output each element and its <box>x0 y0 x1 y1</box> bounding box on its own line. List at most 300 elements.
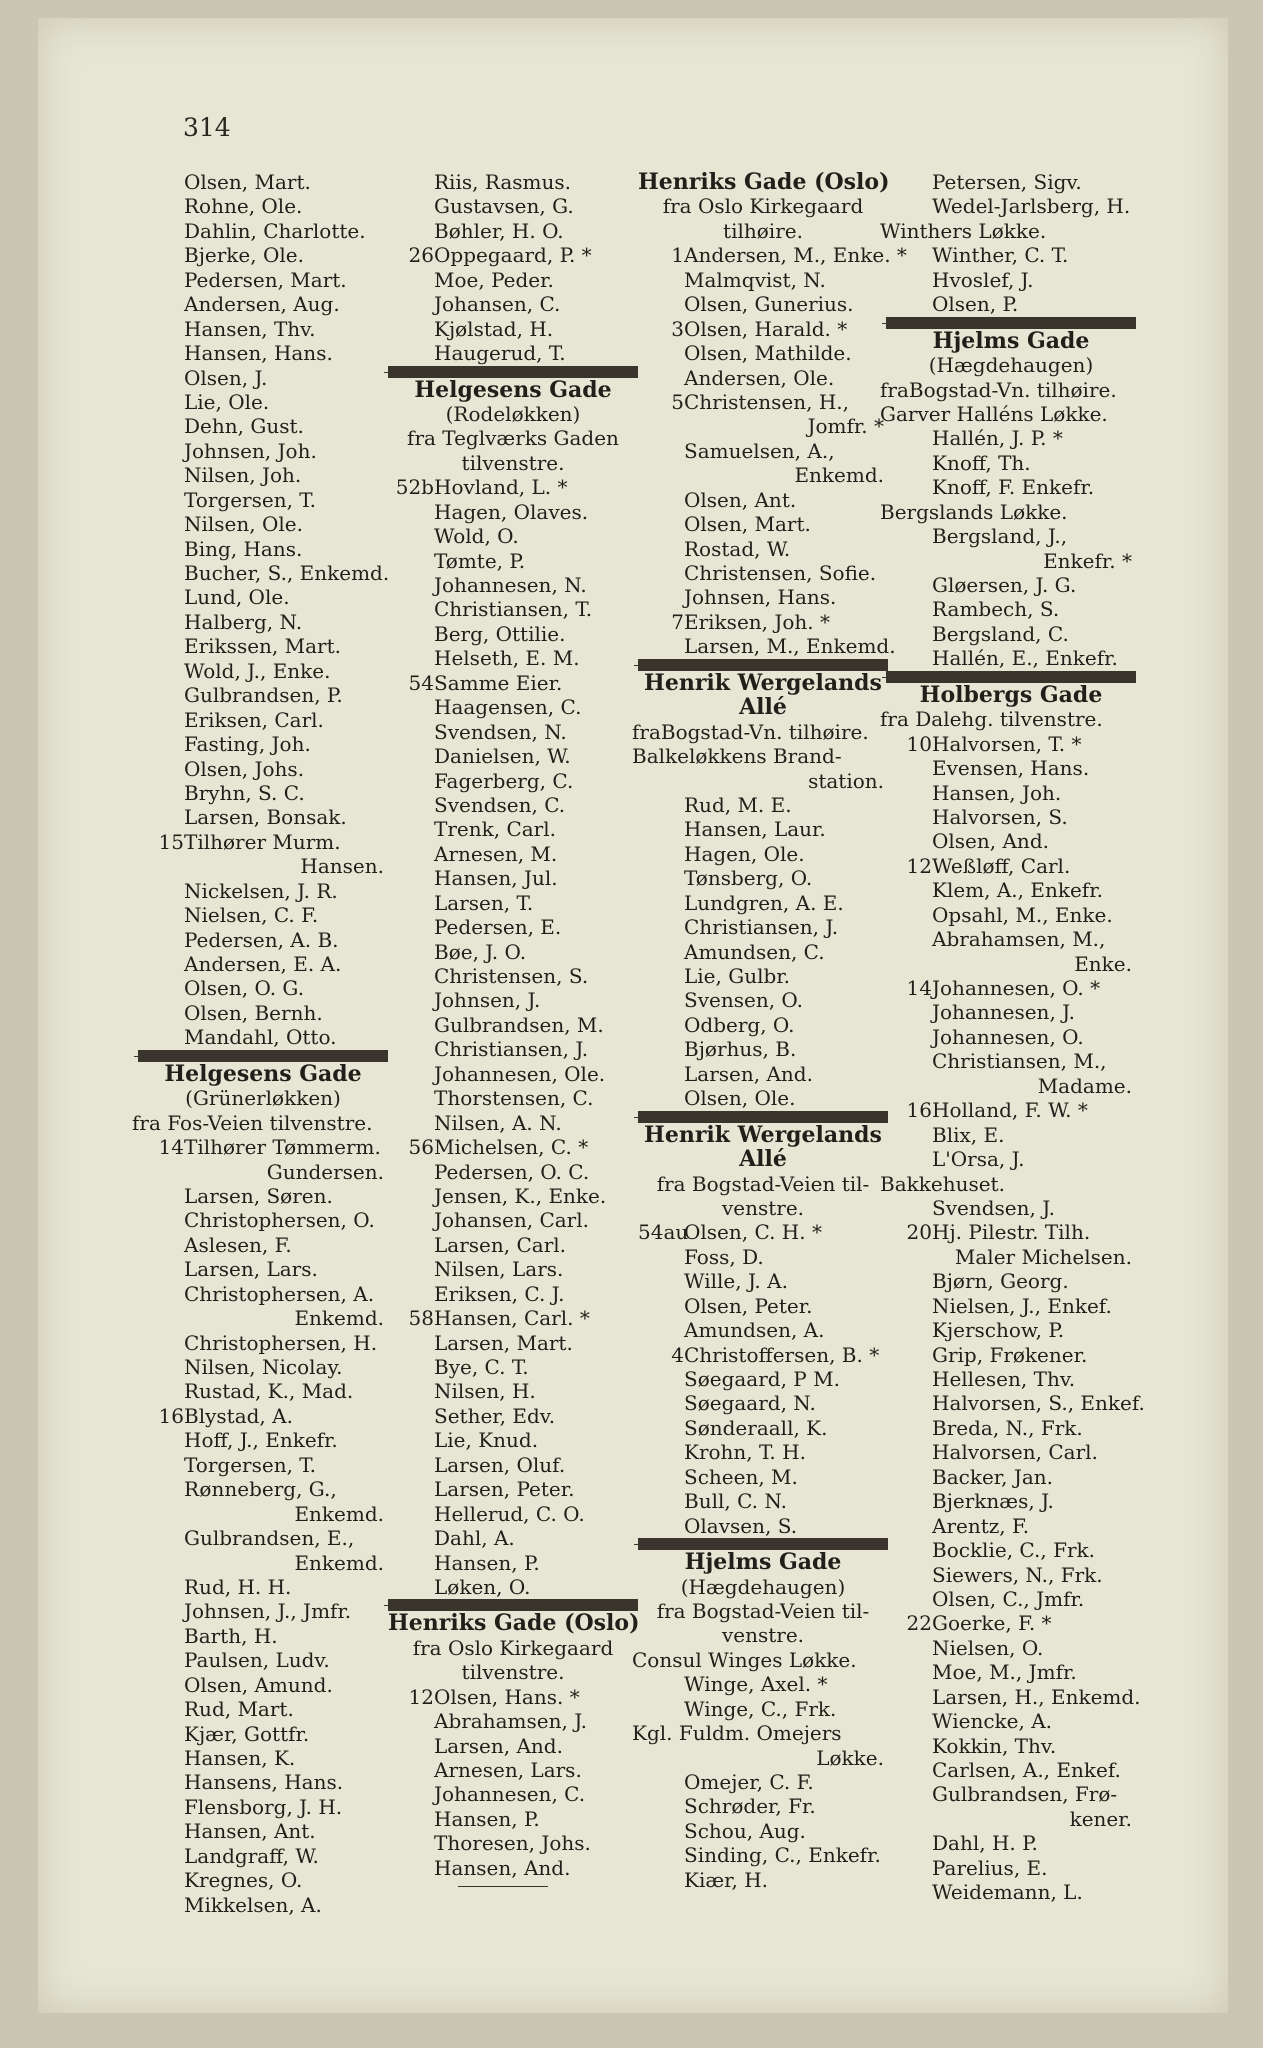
entry-text: fra Bogstad-Veien til- <box>656 1598 870 1623</box>
directory-entry <box>886 854 1136 878</box>
directory-entry <box>886 1538 1136 1562</box>
entry-text: Eriksen, Joh. * <box>684 609 831 634</box>
house-number: 16 <box>906 1098 932 1123</box>
entry-text: Aslesen, F. <box>184 1232 292 1257</box>
entry-text: Olavsen, S. <box>684 1513 798 1538</box>
directory-entry <box>886 268 1136 292</box>
directory-entry <box>388 341 638 365</box>
directory-entry <box>388 292 638 316</box>
entry-text: Bucher, S., Enkemd. <box>184 561 390 585</box>
directory-entry <box>138 928 388 952</box>
directory-entry <box>638 1514 888 1538</box>
directory-entry <box>388 1111 638 1135</box>
entry-text: Larsen, Lars. <box>184 1257 318 1282</box>
entry-text: Carlsen, A., Enkef. <box>932 1758 1121 1782</box>
directory-entry <box>388 1831 638 1855</box>
divider-line <box>882 677 1118 678</box>
entry-text: Christiansen, M., <box>932 1049 1107 1074</box>
directory-entry <box>388 524 638 548</box>
entry-text: kener. <box>1069 1806 1132 1831</box>
entry-text: Michelsen, C. * <box>434 1135 589 1160</box>
entry-text: venstre. <box>721 1623 805 1648</box>
entry-text: Halvorsen, S., Enkef. <box>932 1391 1145 1416</box>
entry-text: Olsen, O. G. <box>184 976 305 1001</box>
entry-text: Schou, Aug. <box>684 1818 806 1843</box>
entry-text: Olsen, C., Jmfr. <box>932 1586 1085 1611</box>
divider-line <box>634 665 870 666</box>
entry-text: Consul Winges Løkke. <box>632 1647 857 1672</box>
entry-text: Kokkin, Thv. <box>932 1733 1057 1758</box>
entry-text: Hovland, L. * <box>434 475 568 500</box>
entry-text: Kregnes, O. <box>184 1868 303 1893</box>
entry-text: Winther, C. T. <box>932 243 1069 268</box>
directory-entry <box>886 1611 1136 1635</box>
directory-entry <box>886 1440 1136 1464</box>
directory-entry <box>886 1025 1136 1049</box>
entry-text: Bakkehuset. <box>880 1171 1005 1196</box>
directory-entry <box>388 451 638 475</box>
directory-entry <box>886 1098 1136 1122</box>
entry-text: Kjær, Gottfr. <box>184 1721 310 1746</box>
entry-text: Wiencke, A. <box>932 1709 1052 1734</box>
directory-entry <box>388 1758 638 1782</box>
directory-entry <box>638 1489 888 1513</box>
entry-text: Rustad, K., Mad. <box>184 1379 354 1404</box>
directory-entry <box>638 988 888 1012</box>
directory-entry <box>886 1269 1136 1293</box>
entry-text: Arnesen, Lars. <box>434 1758 582 1782</box>
directory-entry <box>138 1306 388 1330</box>
section-rule <box>388 1880 638 1892</box>
directory-entry <box>388 1428 638 1452</box>
divider-line <box>134 1056 370 1057</box>
entry-text: Enkefr. * <box>1043 548 1132 573</box>
house-number: 56 <box>408 1135 434 1160</box>
directory-entry <box>138 1331 388 1355</box>
directory-entry <box>638 1672 888 1696</box>
entry-text: Christoffersen, B. * <box>684 1342 880 1367</box>
entry-text: Samme Eier. <box>434 670 563 695</box>
directory-entry <box>138 1135 388 1159</box>
directory-entry <box>886 451 1136 475</box>
directory-entry <box>388 597 638 621</box>
directory-entry <box>138 1819 388 1843</box>
directory-entry <box>880 218 1136 243</box>
directory-entry <box>638 1037 888 1061</box>
entry-text: Hansen, Ant. <box>184 1819 316 1844</box>
house-number: 12 <box>906 853 932 878</box>
entry-text: Hansen, Joh. <box>932 780 1062 805</box>
entry-text: tilvenstre. <box>461 1660 565 1685</box>
entry-text: Bye, C. T. <box>434 1355 529 1379</box>
entry-text: Larsen, M., Enkemd. <box>684 634 896 659</box>
directory-entry <box>388 1502 638 1526</box>
entry-text: Winge, Axel. * <box>684 1672 828 1697</box>
directory-entry <box>886 1782 1136 1806</box>
entry-text: Olsen, Mart. <box>684 512 811 537</box>
entry-text: Nickelsen, J. R. <box>184 878 338 903</box>
street-name: Hjelms Gade <box>932 327 1090 354</box>
entry-text: Petersen, Sigv. <box>932 170 1082 194</box>
entry-text: Nielsen, C. F. <box>184 903 319 928</box>
entry-text: Madame. <box>1037 1073 1132 1098</box>
house-number: 4 <box>671 1342 684 1367</box>
entry-text: Pedersen, O. C. <box>434 1159 590 1184</box>
entry-text: Hagen, Olaves. <box>434 499 589 524</box>
directory-entry <box>886 927 1136 951</box>
entry-text: Larsen, Mart. <box>434 1330 573 1355</box>
house-number: 20 <box>906 1220 932 1245</box>
directory-entry <box>886 976 1136 1000</box>
directory-entry <box>638 341 888 365</box>
directory-entry <box>388 793 638 817</box>
directory-entry <box>388 1453 638 1477</box>
entry-text: Abrahamsen, J. <box>434 1709 588 1734</box>
entry-text: Hansen, Jul. <box>434 866 558 891</box>
entry-text: Gulbrandsen, E., <box>184 1526 355 1551</box>
directory-entry <box>388 1355 638 1379</box>
entry-text: Mandahl, Otto. <box>184 1025 337 1050</box>
directory-entry <box>138 219 388 243</box>
directory-entry <box>138 976 388 1000</box>
entry-text: Bergsland, C. <box>932 621 1069 646</box>
directory-entry <box>886 1000 1136 1024</box>
entry-text: Larsen, Carl. <box>434 1232 567 1257</box>
house-number: 3 <box>671 316 684 341</box>
entry-text: Svendsen, N. <box>434 719 567 744</box>
directory-entry <box>638 842 888 866</box>
entry-text: Hallén, J. P. * <box>932 426 1063 451</box>
directory-entry <box>638 940 888 964</box>
entry-text: Olsen, J. <box>184 365 268 390</box>
directory-entry <box>138 805 388 829</box>
street-heading <box>388 1611 638 1635</box>
directory-entry <box>886 1416 1136 1440</box>
directory-entry <box>388 671 638 695</box>
entry-text: Torgersen, T. <box>184 487 317 512</box>
entry-text: Johannesen, O. * <box>932 976 1101 1000</box>
directory-entry <box>138 1526 388 1550</box>
directory-entry <box>138 1355 388 1379</box>
directory-entry <box>638 1391 888 1415</box>
street-name: Allé <box>739 1146 787 1173</box>
entry-text: Johannesen, Ole. <box>434 1061 606 1086</box>
entry-text: Kgl. Fuldm. Omejers <box>632 1721 842 1746</box>
entry-text: Lie, Knud. <box>434 1428 539 1453</box>
directory-entry <box>638 1086 888 1110</box>
street-name: Helgesens Gade <box>414 376 612 403</box>
directory-entry <box>138 1599 388 1623</box>
directory-entry <box>638 1367 888 1391</box>
directory-entry <box>138 1844 388 1868</box>
directory-entry <box>388 1282 638 1306</box>
directory-entry <box>886 646 1136 670</box>
entry-text: Wille, J. A. <box>684 1269 788 1294</box>
directory-entry <box>388 964 638 988</box>
entry-text: Løkke. <box>816 1745 884 1770</box>
directory-entry <box>886 1465 1136 1489</box>
entry-text: Johannesen, C. <box>434 1782 586 1807</box>
entry-text: Torgersen, T. <box>184 1452 317 1477</box>
directory-entry <box>632 719 888 744</box>
entry-text: Gundersen. <box>266 1159 384 1184</box>
entry-text: Bøe, J. O. <box>434 939 527 964</box>
directory-entry <box>388 549 638 573</box>
entry-text: Enkemd. <box>794 463 884 488</box>
directory-entry <box>388 1135 638 1159</box>
entry-text: Evensen, Hans. <box>932 756 1090 781</box>
entry-text: Olsen, C. H. * <box>684 1220 822 1245</box>
directory-entry <box>138 170 388 194</box>
entry-text: (Grünerløkken) <box>185 1086 341 1111</box>
directory-entry <box>638 463 888 487</box>
entry-text: Haagensen, C. <box>434 695 582 720</box>
entry-text: Hansen, Carl. * <box>434 1306 590 1331</box>
directory-entry <box>138 1502 388 1526</box>
entry-text: Hansens, Hans. <box>184 1770 344 1795</box>
entry-text: Hansen, Hans. <box>184 341 333 366</box>
directory-entry <box>388 1551 638 1575</box>
directory-entry <box>880 401 1136 426</box>
entry-text: Hallén, E., Enkefr. <box>932 646 1118 671</box>
directory-entry <box>638 1245 888 1269</box>
entry-text: Blix, E. <box>932 1122 1005 1147</box>
entry-text: Sønderaall, K. <box>684 1415 828 1440</box>
directory-entry <box>388 622 638 646</box>
entry-text: Blystad, A. <box>184 1403 293 1428</box>
directory-entry <box>388 500 638 524</box>
directory-entry <box>138 1282 388 1306</box>
directory-entry <box>138 1233 388 1257</box>
directory-entry <box>638 610 888 634</box>
entry-text: Odberg, O. <box>684 1012 795 1037</box>
entry-text: Scheen, M. <box>684 1464 798 1489</box>
entry-text: Hansen, K. <box>184 1746 296 1770</box>
directory-entry <box>638 488 888 512</box>
directory-entry <box>886 622 1136 646</box>
entry-text: Hoff, J., Enkefr. <box>184 1428 338 1453</box>
directory-entry <box>138 268 388 292</box>
directory-entry <box>638 1465 888 1489</box>
directory-entry <box>388 1306 638 1330</box>
directory-entry <box>132 1110 388 1135</box>
entry-text: Dahlin, Charlotte. <box>184 218 366 243</box>
directory-entry <box>138 1086 388 1110</box>
house-number: 22 <box>906 1611 932 1636</box>
entry-text: Johannesen, O. <box>932 1024 1084 1049</box>
directory-entry <box>138 854 388 878</box>
directory-entry <box>388 402 638 426</box>
entry-text: Maler Michelsen. <box>954 1244 1132 1269</box>
directory-entry <box>138 317 388 341</box>
directory-entry <box>388 170 638 194</box>
entry-text: Christensen, Sofie. <box>684 561 877 585</box>
house-number: 10 <box>906 731 932 756</box>
entry-text: Hansen, Thv. <box>184 316 316 341</box>
directory-entry <box>138 1404 388 1428</box>
directory-entry <box>638 817 888 841</box>
directory-entry <box>388 891 638 915</box>
directory-entry <box>638 634 896 659</box>
directory-entry <box>138 781 388 805</box>
entry-text: tilvenstre. <box>461 450 565 475</box>
entry-text: Parelius, E. <box>932 1855 1048 1880</box>
street-name: Henriks Gade (Oslo) <box>638 169 890 195</box>
directory-entry <box>388 1685 638 1709</box>
directory-entry <box>638 891 888 915</box>
directory-entry <box>886 170 1136 194</box>
entry-text: fra Oslo Kirkegaard <box>412 1635 614 1660</box>
street-name: Henriks Gade (Oslo) <box>388 1610 640 1637</box>
directory-entry <box>138 512 388 536</box>
directory-entry <box>138 732 388 756</box>
entry-text: (Hægdehaugen) <box>928 353 1094 378</box>
street-heading <box>886 329 1136 353</box>
entry-text: station. <box>808 768 884 793</box>
entry-text: Olsen, P. <box>932 292 1019 317</box>
directory-entry <box>388 1660 638 1684</box>
entry-text: Kjølstad, H. <box>434 316 554 341</box>
entry-text: venstre. <box>721 1195 805 1220</box>
directory-entry <box>638 1318 888 1342</box>
directory-entry <box>638 1440 888 1464</box>
directory-entry <box>880 1171 1136 1196</box>
street-heading <box>388 378 638 402</box>
entry-text: Eriksen, C. J. <box>434 1281 565 1306</box>
entry-text: fra Fos-Veien tilvenstre. <box>132 1110 373 1135</box>
directory-entry <box>886 1563 1136 1587</box>
directory-entry <box>638 1575 888 1599</box>
directory-entry <box>138 879 388 903</box>
entry-text: Larsen, Oluf. <box>434 1452 566 1477</box>
directory-entry <box>388 940 638 964</box>
directory-entry <box>138 366 388 390</box>
entry-text: Rud, H. H. <box>184 1574 292 1599</box>
entry-text: Tømte, P. <box>434 548 526 573</box>
entry-text: Søegaard, N. <box>684 1391 816 1416</box>
street-heading <box>886 683 1136 707</box>
entry-text: Thoresen, Johs. <box>434 1831 591 1856</box>
entry-text: Flensborg, J. H. <box>184 1794 343 1819</box>
directory-entry <box>138 194 388 218</box>
directory-entry <box>886 1880 1136 1904</box>
street-name: Henrik Wergelands <box>644 1121 882 1148</box>
directory-entry <box>138 1428 388 1452</box>
entry-text: Olsen, Mathilde. <box>684 341 852 366</box>
entry-text: Christophersen, O. <box>184 1208 375 1233</box>
directory-entry <box>886 1734 1136 1758</box>
directory-entry <box>886 1807 1136 1831</box>
directory-entry <box>388 573 638 597</box>
directory-entry <box>138 488 388 512</box>
section-rule <box>638 1111 888 1123</box>
directory-entry <box>138 561 388 585</box>
directory-entry <box>388 317 638 341</box>
divider-line <box>882 323 1118 324</box>
directory-entry <box>388 194 638 218</box>
column-4 <box>880 170 1145 1905</box>
directory-entry <box>638 1868 888 1892</box>
entry-text: Hvoslef, J. <box>932 267 1034 292</box>
street-heading <box>638 170 888 194</box>
entry-text: Hansen, Laur. <box>684 817 826 842</box>
entry-text: Nilsen, Joh. <box>184 463 302 488</box>
street-name: Allé <box>739 694 787 721</box>
column-3 <box>632 169 907 1892</box>
directory-entry <box>886 1391 1145 1416</box>
column-1 <box>132 170 390 1917</box>
house-number: 15 <box>158 829 184 854</box>
directory-entry <box>638 366 888 390</box>
directory-entry <box>638 537 888 561</box>
directory-entry <box>886 1489 1136 1513</box>
entry-text: Amundsen, A. <box>684 1318 825 1343</box>
directory-entry <box>638 1770 888 1794</box>
directory-entry <box>632 1721 888 1746</box>
entry-text: Jomfr. * <box>807 414 884 439</box>
entry-text: Arentz, F. <box>932 1513 1030 1538</box>
entry-text: Halvorsen, T. * <box>932 731 1082 756</box>
directory-entry <box>638 793 888 817</box>
directory-entry <box>886 353 1136 377</box>
directory-entry <box>886 1147 1136 1171</box>
directory-entry <box>638 1343 888 1367</box>
entry-text: Christensen, H., <box>684 389 850 414</box>
directory-entry <box>886 805 1136 829</box>
directory-entry <box>886 243 1136 267</box>
directory-entry <box>138 1624 388 1648</box>
entry-text: Enkemd. <box>294 1550 384 1575</box>
entry-text: fra Teglværks Gaden <box>407 426 619 451</box>
entry-text: Nilsen, H. <box>434 1379 536 1404</box>
entry-text: Backer, Jan. <box>932 1464 1054 1489</box>
entry-text: Pedersen, E. <box>434 915 562 940</box>
directory-entry <box>886 781 1136 805</box>
directory-entry <box>388 1086 638 1110</box>
entry-text: Lie, Gulbr. <box>684 964 791 988</box>
directory-entry <box>138 1648 388 1672</box>
directory-entry <box>388 915 638 939</box>
directory-entry <box>886 1123 1136 1147</box>
entry-text: Berg, Ottilie. <box>434 621 566 646</box>
directory-entry <box>880 707 1136 732</box>
directory-entry <box>138 243 388 267</box>
directory-entry <box>388 475 638 499</box>
entry-text: Johnsen, Hans. <box>684 585 837 610</box>
directory-entry <box>638 769 888 793</box>
directory-entry <box>638 1416 888 1440</box>
entry-text: L'Orsa, J. <box>932 1147 1025 1172</box>
entry-text: Bjørhus, B. <box>684 1037 797 1062</box>
directory-entry <box>388 1233 638 1257</box>
entry-text: Trenk, Carl. <box>434 817 556 842</box>
directory-entry <box>138 1575 388 1599</box>
directory-entry <box>388 720 638 744</box>
entry-text: Omejer, C. F. <box>684 1770 814 1794</box>
entry-text: Fasting, Joh. <box>184 732 311 757</box>
house-number: 54 <box>408 670 434 695</box>
divider-line <box>634 1544 870 1545</box>
entry-text: Nielsen, J., Enkef. <box>932 1293 1112 1318</box>
directory-entry <box>886 1758 1136 1782</box>
entry-text: Thorstensen, C. <box>434 1086 594 1111</box>
directory-entry <box>388 1782 638 1806</box>
directory-entry <box>388 988 638 1012</box>
divider-line <box>458 1886 548 1887</box>
entry-text: Klem, A., Enkefr. <box>932 878 1103 903</box>
directory-entry <box>880 499 1136 524</box>
entry-text: fraBogstad-Vn. tilhøire. <box>632 719 869 744</box>
